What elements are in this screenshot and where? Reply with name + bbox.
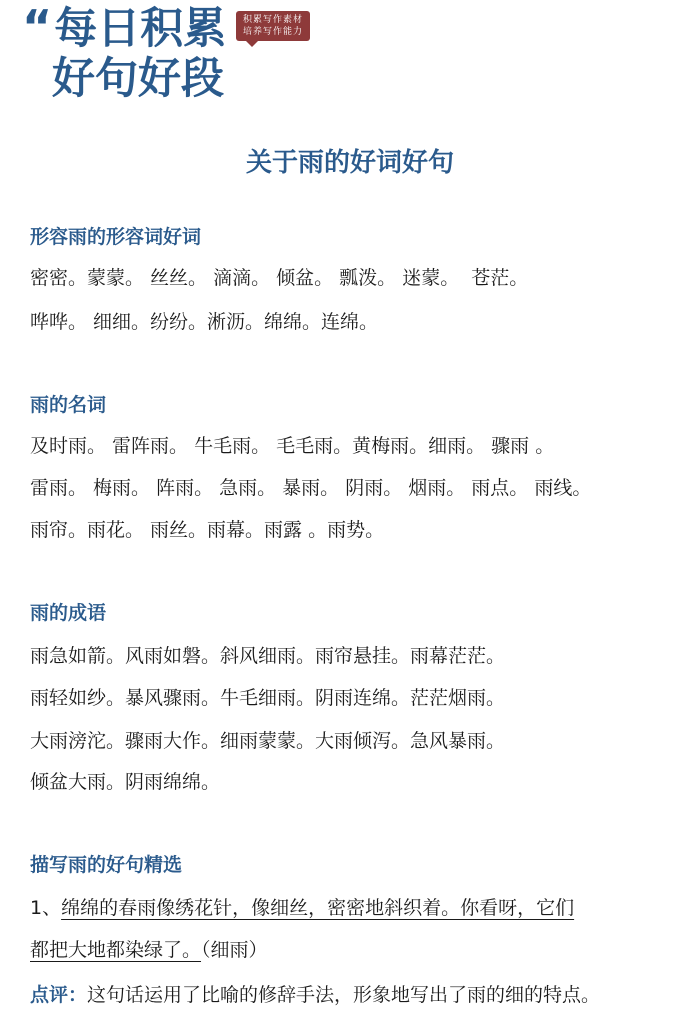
sentence-tag: （细雨） [201,939,268,961]
idiom-line-2: 雨轻如纱。暴风骤雨。牛毛细雨。阴雨连绵。茫茫烟雨。 [30,687,506,709]
adjective-line-2: 哗哗。 细细。纷纷。淅沥。绵绵。连绵。 [30,311,379,333]
sentence-line-1 [30,894,574,922]
speech-bubble-badge [236,11,310,41]
sentence-text-part2: 都把大地都染绿了。 [30,939,202,961]
sentence-line-2 [30,936,268,964]
adjective-line-1: 密密。蒙蒙。 丝丝。 滴滴。 倾盆。 瓢泼。 迷蒙。 苍茫。 [30,267,529,289]
header-banner [22,2,682,107]
sentence-number: 1、 [30,897,62,919]
comment-line [30,981,600,1009]
section-title-sentences: 描写雨的好句精选 [30,854,183,876]
sentence-text-part1: 绵绵的春雨像绣花针，像细丝，密密地斜织着。你看呀，它们 [61,897,575,919]
page-title: 关于雨的好词好句 [245,148,454,178]
idiom-line-1: 雨急如箭。风雨如磐。斜风细雨。雨帘悬挂。雨幕茫茫。 [30,645,506,667]
quote-mark-icon: “ [22,0,53,54]
header-title [22,2,226,104]
comment-text: 这句话运用了比喻的修辞手法，形象地写出了雨的细的特点。 [87,984,601,1006]
idiom-line-4: 倾盆大雨。阴雨绵绵。 [30,771,221,793]
noun-line-1: 及时雨。 雷阵雨。 牛毛雨。 毛毛雨。黄梅雨。细雨。 骤雨 。 [30,435,555,457]
section-title-nouns: 雨的名词 [30,394,107,416]
section-title-idioms: 雨的成语 [30,602,107,624]
idiom-line-3: 大雨滂沱。骤雨大作。细雨蒙蒙。大雨倾泻。急风暴雨。 [30,730,506,752]
header-title-line2: 好句好段 [52,54,224,104]
noun-line-2: 雷雨。 梅雨。 阵雨。 急雨。 暴雨。 阴雨。 烟雨。 雨点。 雨线。 [30,477,592,499]
header-title-line1: 每日积累 [54,4,227,54]
section-title-adjectives: 形容雨的形容词好词 [30,226,202,248]
noun-line-3: 雨帘。雨花。 雨丝。雨幕。雨露 。雨势。 [30,519,385,541]
badge-line2: 培养写作能力 [243,27,304,37]
comment-label: 点评： [30,984,88,1006]
badge-line1: 积累写作素材 [243,15,304,25]
